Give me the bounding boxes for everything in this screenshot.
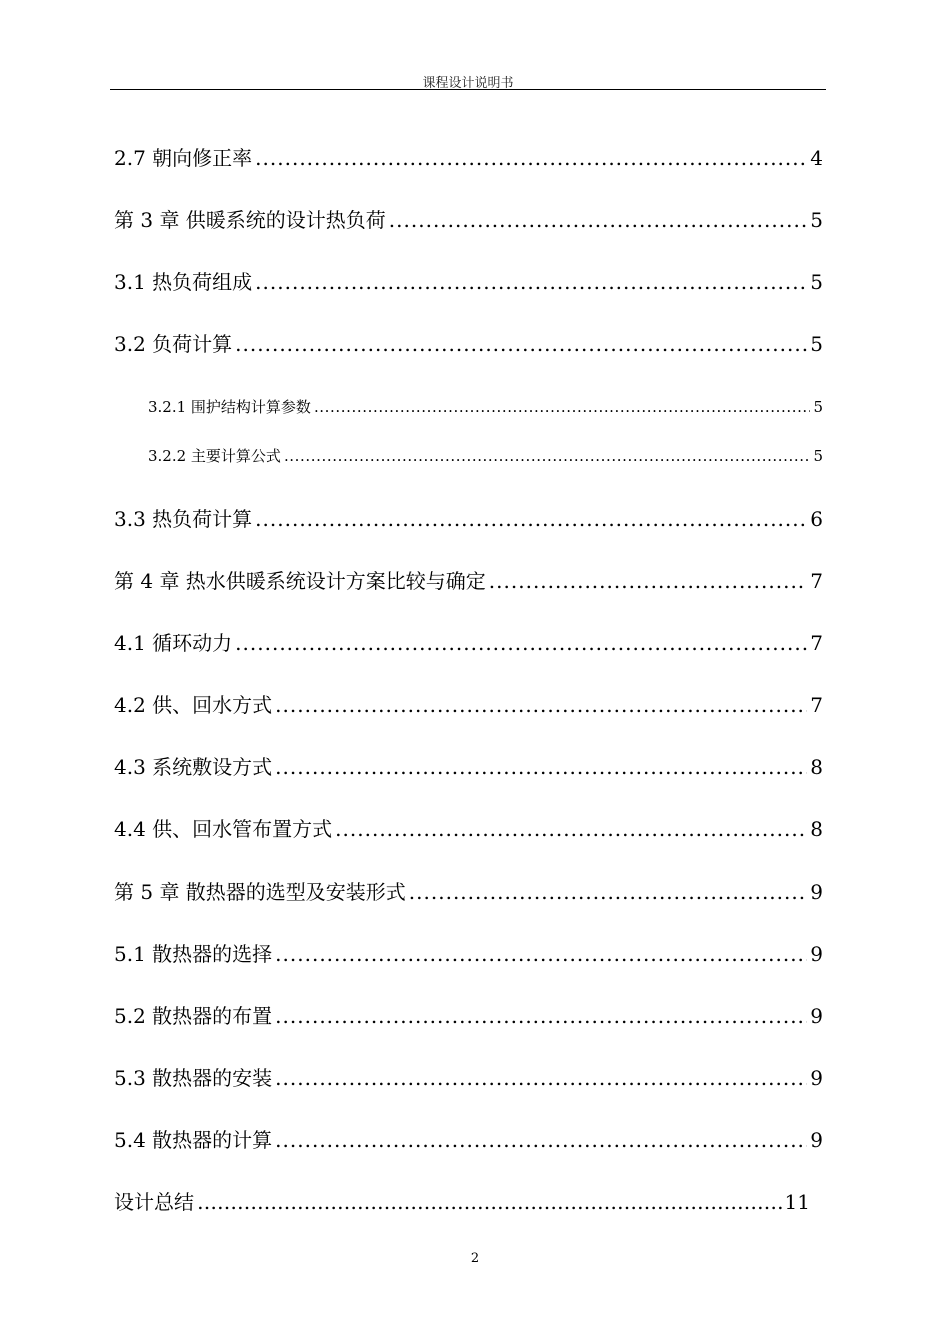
toc-entry-page: 5 [810,208,823,232]
toc-entry[interactable] [114,1062,823,1091]
toc-leader-dots [275,693,807,717]
toc-entry[interactable] [114,813,823,842]
toc-entry-label: 3.2 负荷计算 [114,332,233,356]
toc-leader-dots [275,1066,807,1090]
toc-entry-label: 5.1 散热器的选择 [114,942,273,966]
toc-entry[interactable] [114,689,823,718]
toc-entry[interactable] [148,396,823,417]
toc-entry-page: 4 [810,146,823,170]
toc-entry-page: 7 [810,631,823,655]
toc-entry-page: 8 [810,817,823,841]
toc-entry-label: 3.1 热负荷组成 [114,270,253,294]
toc-entry[interactable] [114,1124,823,1153]
toc-leader-dots [255,146,807,170]
page-number: 2 [470,1251,480,1266]
toc-entry-label: 4.1 循环动力 [114,631,233,655]
toc-leader-dots [275,942,807,966]
toc-entry-page: 6 [810,507,823,531]
toc-entry-label: 3.3 热负荷计算 [114,507,253,531]
toc-leader-dots [235,631,807,655]
toc-entry-page: 5 [813,398,823,416]
toc-entry-page: 9 [810,942,823,966]
toc-leader-dots [389,208,807,232]
toc-entry-label: 3.2.1 围护结构计算参数 [148,398,311,416]
toc-entry-label: 4.2 供、回水方式 [114,693,273,717]
toc-leader-dots [489,569,807,593]
toc-entry-label: 5.3 散热器的安装 [114,1066,273,1090]
toc-leader-dots [197,1190,782,1214]
toc-entry[interactable] [114,328,823,357]
toc-entry-page: 5 [810,332,823,356]
toc-entry-label: 第 3 章 供暖系统的设计热负荷 [114,208,386,232]
toc-entry-page: 7 [810,693,823,717]
toc-entry-label: 4.4 供、回水管布置方式 [114,817,333,841]
toc-entry-label: 2.7 朝向修正率 [114,146,253,170]
toc-entry-page: 5 [810,270,823,294]
toc-entry[interactable] [148,445,823,466]
page-header-title: 课程设计说明书 [422,76,514,91]
toc-leader-dots [335,817,807,841]
toc-entry[interactable] [114,627,823,656]
toc-leader-dots [284,447,811,465]
toc-entry-label: 设计总结 [114,1190,194,1214]
toc-entry-label: 4.3 系统敷设方式 [114,755,273,779]
toc-entry-label: 3.2.2 主要计算公式 [148,447,281,465]
toc-leader-dots [314,398,811,416]
toc-leader-dots [275,755,807,779]
toc-entry[interactable] [114,204,823,233]
toc-entry[interactable] [114,1186,810,1215]
toc-entry-label: 5.2 散热器的布置 [114,1004,273,1028]
toc-entry-page: 11 [784,1190,810,1214]
toc-entry-page: 9 [810,1004,823,1028]
toc-entry[interactable] [114,751,823,780]
toc-leader-dots [255,270,807,294]
toc-leader-dots [235,332,807,356]
toc-entry[interactable] [114,266,823,295]
toc-entry-page: 8 [810,755,823,779]
toc-entry[interactable] [114,938,823,967]
toc-entry-label: 第 4 章 热水供暖系统设计方案比较与确定 [114,569,486,593]
toc-leader-dots [409,880,807,904]
toc-entry-page: 7 [810,569,823,593]
toc-entry[interactable] [114,876,823,905]
toc-entry[interactable] [114,503,823,532]
toc-entry[interactable] [114,142,823,171]
toc-leader-dots [275,1128,807,1152]
toc-entry-page: 9 [810,1128,823,1152]
toc-entry[interactable] [114,1000,823,1029]
toc-entry-page: 9 [810,880,823,904]
toc-leader-dots [275,1004,807,1028]
toc-entry-page: 9 [810,1066,823,1090]
toc-entry-label: 5.4 散热器的计算 [114,1128,273,1152]
toc-entry[interactable] [114,565,823,594]
toc-entry-label: 第 5 章 散热器的选型及安装形式 [114,880,406,904]
toc-entry-page: 5 [813,447,823,465]
toc-leader-dots [255,507,807,531]
